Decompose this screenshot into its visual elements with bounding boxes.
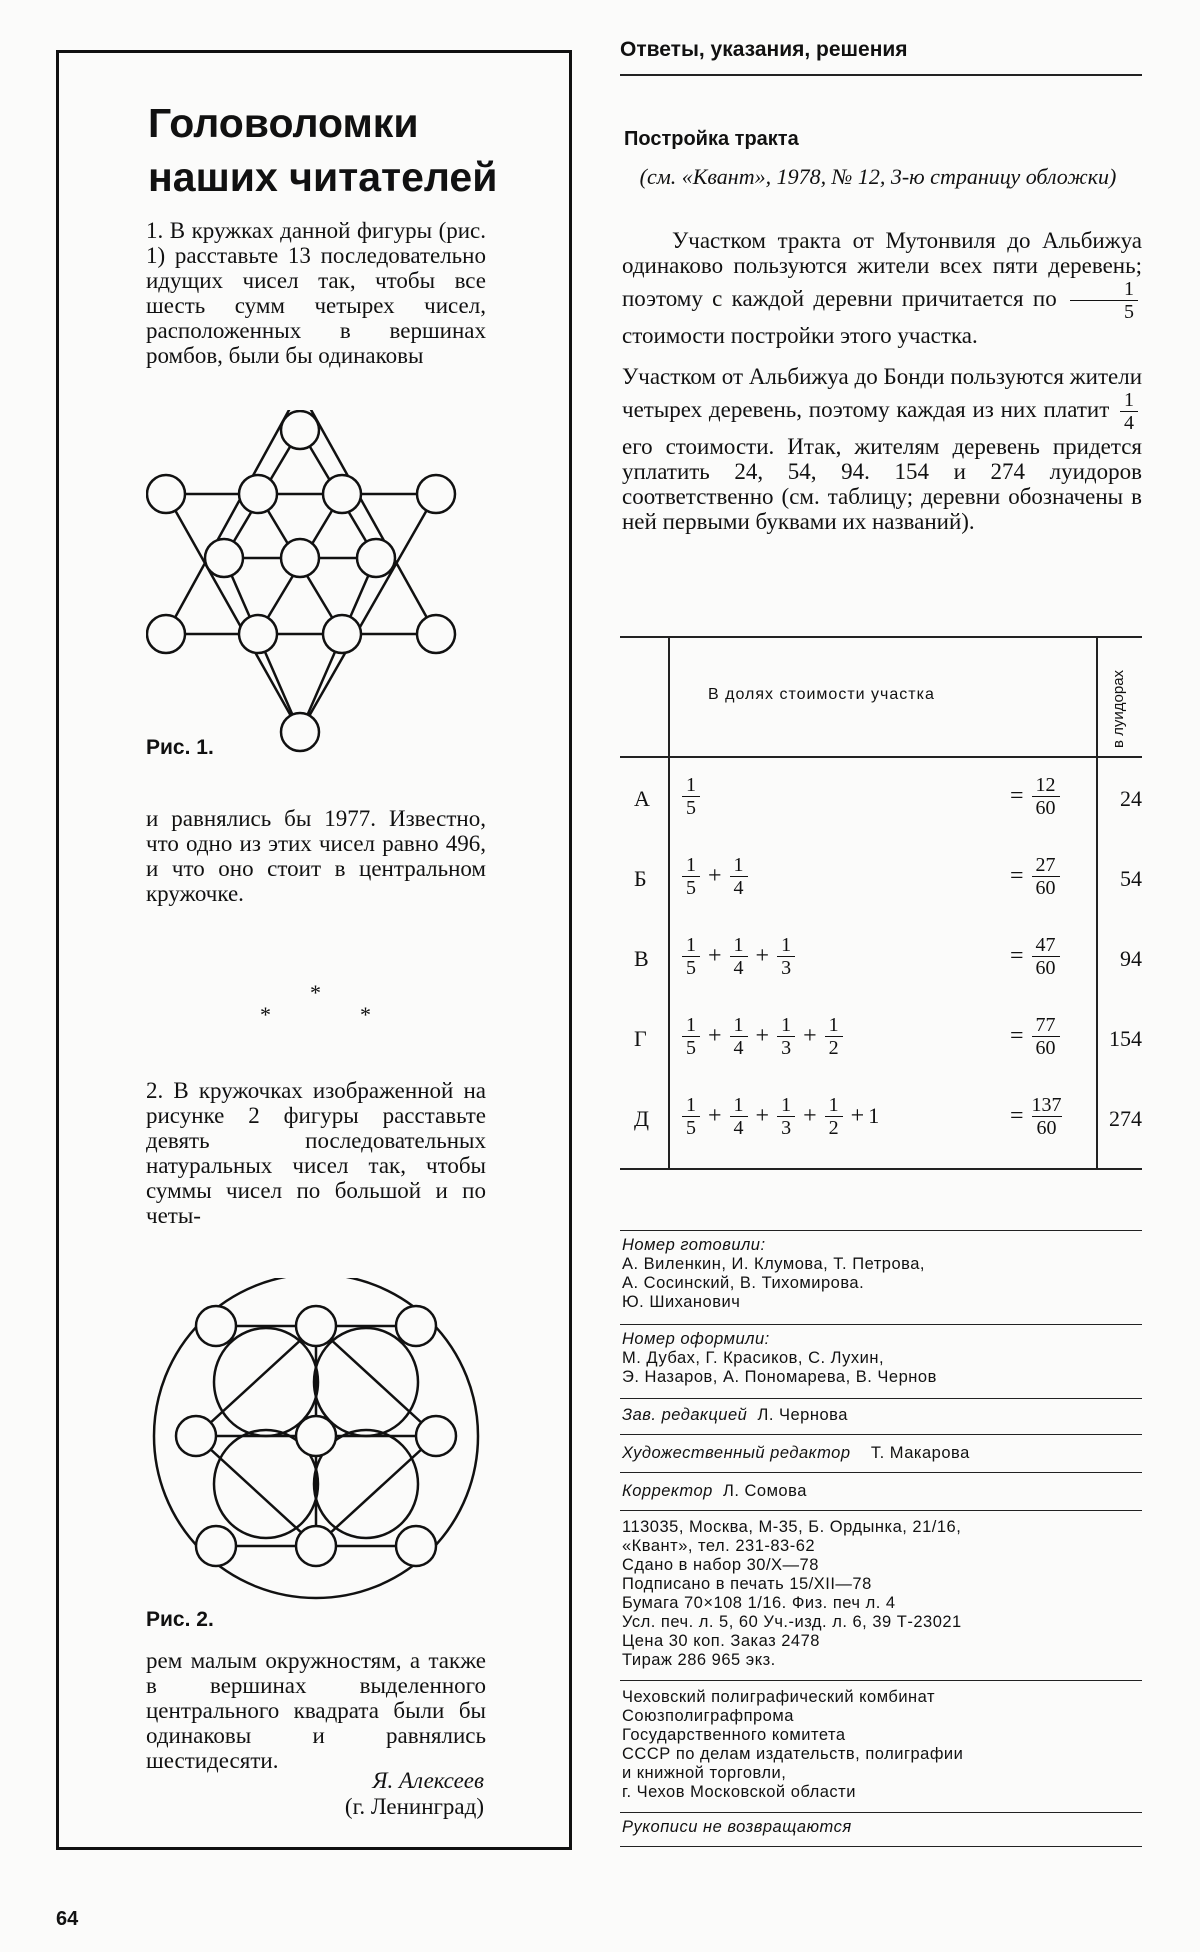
table-row-result bbox=[1006, 768, 1064, 824]
fraction-term: $\frac{1}{4}$ bbox=[730, 934, 748, 979]
fraction-one-quarter: $\frac{1}{4}$ bbox=[1120, 389, 1138, 434]
fraction-term: $\frac{1}{5}$ bbox=[682, 774, 700, 819]
designed-label: Номер оформили: bbox=[622, 1330, 770, 1348]
header-rule bbox=[620, 74, 1142, 76]
table-header-share: В долях стоимости участка bbox=[708, 686, 935, 703]
table-row-amount: 274 bbox=[1109, 1106, 1142, 1131]
printer-line-4: СССР по делам издательств, полиграфии bbox=[622, 1745, 964, 1763]
address-line-7: Цена 30 коп. Заказ 2478 bbox=[622, 1632, 820, 1650]
plus-sign: + bbox=[755, 1102, 770, 1129]
plus-sign: + bbox=[708, 1102, 722, 1129]
art-editor-label: Художественный редактор bbox=[622, 1444, 851, 1462]
puzzle-1-continued: и равнялись бы 1977. Известно, что одно из этих чисел равно 496, и что оно стоит в центральном кружочке. bbox=[146, 806, 486, 906]
prepared-names-2: А. Сосинский, В. Тихомирова. bbox=[622, 1274, 865, 1292]
printer-line-5: и книжной торговли, bbox=[622, 1764, 787, 1782]
puzzle-1-text: 1. В кружках данной фигуры (рис. 1) расставьте 13 последовательно идущих чисел так, чтобы все шесть сумм четырех чисел, расположенных в вершинах ромбов, были бы одинаковы bbox=[146, 218, 486, 368]
fraction-term: $\frac{1}{5}$ bbox=[682, 854, 700, 899]
proofreader-label: Корректор bbox=[622, 1482, 713, 1500]
credits-proofreader bbox=[622, 1482, 1142, 1501]
table-row-label: Д bbox=[634, 1106, 650, 1131]
figure-2-caption: Рис. 2. bbox=[146, 1608, 214, 1631]
address-line-4: Подписано в печать 15/XII—78 bbox=[622, 1575, 872, 1593]
plus-sign: + bbox=[850, 1102, 865, 1129]
table-row-expression bbox=[678, 1088, 879, 1144]
plus-sign: + bbox=[708, 1022, 722, 1049]
circle-upper-left bbox=[147, 475, 185, 513]
result-fraction: $\frac{27}{60}$ bbox=[1032, 854, 1060, 899]
table-row-label: А bbox=[634, 786, 650, 811]
table-row-expression bbox=[678, 1008, 847, 1064]
circle-mid-right bbox=[357, 539, 395, 577]
answer-reference: (см. «Квант», 1978, № 12, 3-ю страницу обложки) bbox=[639, 164, 1117, 189]
table-row-label: Г bbox=[634, 1026, 647, 1051]
fraction-term: $\frac{1}{4}$ bbox=[730, 1014, 748, 1059]
author-signature bbox=[300, 1768, 484, 1820]
circle-upper-inner-right bbox=[323, 475, 361, 513]
figure-1-star bbox=[146, 410, 486, 760]
circle-center bbox=[281, 539, 319, 577]
node-right bbox=[416, 1416, 456, 1456]
equals-sign: = bbox=[1010, 1102, 1024, 1129]
node-center bbox=[296, 1416, 336, 1456]
answer-text-1a: Участком тракта от Мутонвиля до Альбижуа одинаково пользуются жители всех пяти деревень; поэтому с каждой деревни причитается по bbox=[622, 228, 1142, 311]
fraction-term: $\frac{1}{5}$ bbox=[682, 934, 700, 979]
result-fraction: $\frac{137}{60}$ bbox=[1031, 1093, 1062, 1139]
fraction-term: $\frac{1}{3}$ bbox=[777, 934, 795, 979]
editor-name: Л. Чернова bbox=[757, 1406, 848, 1424]
page-number: 64 bbox=[56, 1908, 79, 1930]
fraction-term: $\frac{1}{2}$ bbox=[825, 1094, 843, 1139]
title-line-1: Головоломки bbox=[148, 100, 419, 146]
fraction-term: $\frac{1}{4}$ bbox=[730, 1094, 748, 1139]
plus-sign: + bbox=[803, 1102, 817, 1129]
table-row-result bbox=[1006, 1008, 1064, 1064]
node-top-right bbox=[396, 1306, 436, 1346]
answer-paragraph-2 bbox=[622, 364, 1142, 534]
table-row-expression bbox=[678, 848, 752, 904]
fraction-term: $\frac{1}{2}$ bbox=[825, 1014, 843, 1059]
address-line-8: Тираж 286 965 экз. bbox=[622, 1651, 776, 1669]
title-line-2: наших читателей bbox=[148, 154, 498, 200]
printer-line-2: Союзполиграфпрома bbox=[622, 1707, 794, 1725]
result-fraction: $\frac{12}{60}$ bbox=[1032, 774, 1060, 819]
plus-sign: + bbox=[708, 942, 722, 969]
address-line-6: Усл. печ. л. 5, 60 Уч.-изд. л. 6, 39 Т-23021 bbox=[622, 1613, 962, 1631]
circle-mid-left bbox=[205, 539, 243, 577]
equals-sign: = bbox=[1010, 862, 1024, 889]
table-row-label: В bbox=[634, 946, 649, 971]
printer-line-1: Чеховский полиграфический комбинат bbox=[622, 1688, 936, 1706]
equals-sign: = bbox=[1010, 942, 1024, 969]
answer-text-2b: его стоимости. Итак, жителям деревень придется уплатить 24, 54, 94. 154 и 274 луидоров соответственно (см. таблицу; деревни обозначены в ней первыми буквами их названий). bbox=[622, 434, 1142, 534]
plus-sign: + bbox=[708, 862, 722, 889]
node-bottom-right bbox=[396, 1526, 436, 1566]
answer-paragraph-1 bbox=[622, 228, 1142, 348]
answer-text-2a: Участком от Альбижуа до Бонди пользуются жители четырех деревень, поэтому каждая из них платит bbox=[622, 364, 1142, 422]
result-fraction: $\frac{47}{60}$ bbox=[1032, 934, 1060, 979]
table-row-amount: 94 bbox=[1120, 946, 1142, 971]
figure-1-circles bbox=[147, 411, 455, 751]
fraction-term: $\frac{1}{3}$ bbox=[777, 1014, 795, 1059]
table-row-result bbox=[1006, 848, 1064, 904]
address-line-1: 113035, Москва, М-35, Б. Ордынка, 21/16, bbox=[622, 1518, 962, 1536]
circle-upper-inner-left bbox=[239, 475, 277, 513]
fraction-term: $\frac{1}{5}$ bbox=[682, 1014, 700, 1059]
table-row-label: Б bbox=[634, 866, 647, 891]
editor-label: Зав. редакцией bbox=[622, 1406, 748, 1424]
credits-art-editor bbox=[622, 1444, 1142, 1463]
circle-lower-left bbox=[147, 615, 185, 653]
address-line-5: Бумага 70×108 1/16. Физ. печ л. 4 bbox=[622, 1594, 896, 1612]
credits-address bbox=[622, 1518, 1142, 1670]
fraction-one-fifth: $\frac{1}{5}$ bbox=[1070, 278, 1138, 323]
section-header: Ответы, указания, решения bbox=[620, 38, 908, 61]
puzzle-2-continued: рем малым окружностям, а также в вершинах выделенного центрального квадрата были бы одинаковы и равнялись шестидесяти. bbox=[146, 1648, 486, 1773]
puzzles-title bbox=[148, 96, 548, 204]
cost-table bbox=[620, 636, 1142, 1170]
node-left bbox=[176, 1416, 216, 1456]
table-row-result bbox=[1006, 928, 1064, 984]
author-name: Я. Алексеев bbox=[372, 1768, 484, 1793]
circle-lower-inner-right bbox=[323, 615, 361, 653]
table-row-result bbox=[1006, 1088, 1066, 1144]
prepared-names-3: Ю. Шиханович bbox=[622, 1293, 741, 1311]
node-bottom bbox=[296, 1526, 336, 1566]
credits-editor bbox=[622, 1406, 1142, 1425]
printer-line-6: г. Чехов Московской области bbox=[622, 1783, 856, 1801]
circle-upper-right bbox=[417, 475, 455, 513]
address-line-3: Сдано в набор 30/X—78 bbox=[622, 1556, 819, 1574]
table-header-amount: в луидорах bbox=[1110, 669, 1127, 748]
manuscripts-note: Рукописи не возвращаются bbox=[622, 1818, 852, 1836]
puzzle-2-text: 2. В кружочках изображенной на рисунке 2 фигуры расставьте девять последовательных натуральных чисел так, чтобы суммы чисел по большой и по четы- bbox=[146, 1078, 486, 1228]
node-top bbox=[296, 1306, 336, 1346]
printer-line-3: Государственного комитета bbox=[622, 1726, 846, 1744]
plus-sign: + bbox=[803, 1022, 817, 1049]
address-line-2: «Квант», тел. 231-83-62 bbox=[622, 1537, 816, 1555]
equals-sign: = bbox=[1010, 782, 1024, 809]
fraction-term: $\frac{1}{3}$ bbox=[777, 1094, 795, 1139]
result-fraction: $\frac{77}{60}$ bbox=[1032, 1014, 1060, 1059]
table-row-amount: 154 bbox=[1109, 1026, 1142, 1051]
prepared-label: Номер готовили: bbox=[622, 1236, 766, 1254]
author-city: (г. Ленинград) bbox=[344, 1794, 484, 1819]
circle-bottom bbox=[281, 713, 319, 751]
table-row-expression bbox=[678, 768, 704, 824]
table-row-amount: 54 bbox=[1120, 866, 1142, 891]
fraction-term: $\frac{1}{5}$ bbox=[682, 1094, 700, 1139]
proofreader-name: Л. Сомова bbox=[723, 1482, 807, 1500]
table-row-expression bbox=[678, 928, 799, 984]
designed-names-2: Э. Назаров, А. Пономарева, В. Чернов bbox=[622, 1368, 937, 1386]
plus-sign: + bbox=[755, 1022, 770, 1049]
fraction-term: $\frac{1}{4}$ bbox=[730, 854, 748, 899]
circle-lower-inner-left bbox=[239, 615, 277, 653]
answer-title: Постройка тракта bbox=[624, 128, 799, 150]
plus-sign: + bbox=[755, 942, 770, 969]
credits-footer bbox=[622, 1818, 1142, 1837]
integer-term: 1 bbox=[868, 1103, 880, 1128]
figure-2-circles bbox=[140, 1278, 492, 1602]
designed-names-1: М. Дубах, Г. Красиков, С. Лухин, bbox=[622, 1349, 885, 1367]
credits-printer bbox=[622, 1688, 1142, 1802]
circle-top bbox=[281, 411, 319, 449]
credits-designed bbox=[622, 1330, 1142, 1387]
art-editor-name: Т. Макарова bbox=[870, 1444, 970, 1462]
circle-lower-right bbox=[417, 615, 455, 653]
node-bottom-left bbox=[196, 1526, 236, 1566]
prepared-names-1: А. Виленкин, И. Клумова, Т. Петрова, bbox=[622, 1255, 925, 1273]
node-top-left bbox=[196, 1306, 236, 1346]
figure-1-caption: Рис. 1. bbox=[146, 736, 214, 759]
credits-prepared bbox=[622, 1236, 1142, 1312]
equals-sign: = bbox=[1010, 1022, 1024, 1049]
answer-text-1b: стоимости постройки этого участка. bbox=[622, 323, 978, 348]
table-row-amount: 24 bbox=[1120, 786, 1142, 811]
